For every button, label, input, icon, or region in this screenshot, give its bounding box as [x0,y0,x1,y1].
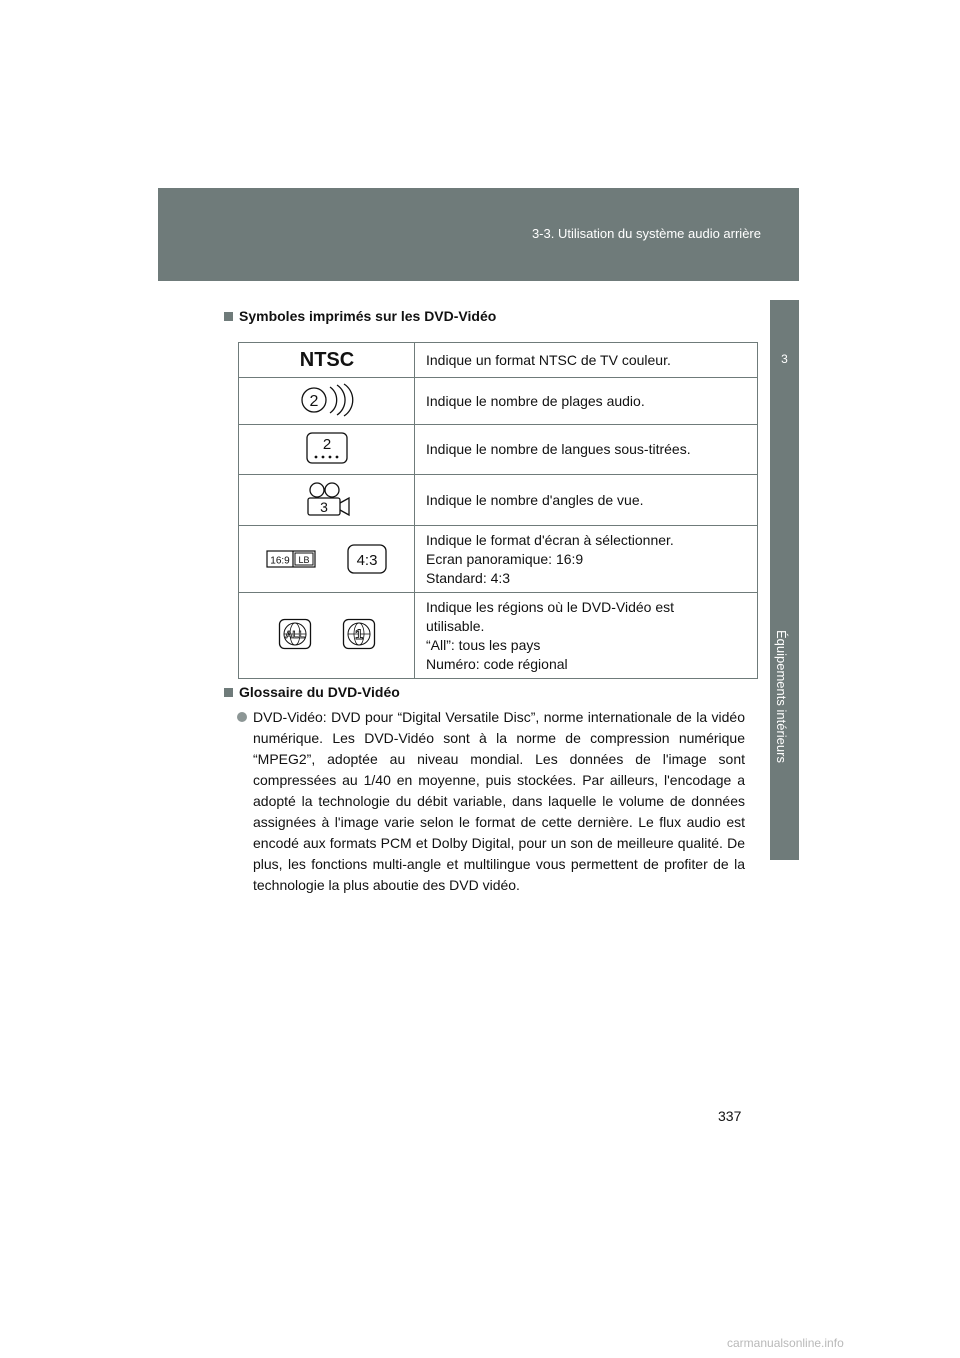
watermark: carmanualsonline.info [727,1336,844,1350]
symbols-heading-text: Symboles imprimés sur les DVD-Vidéo [239,308,497,324]
region-all-text: ALL [284,630,305,641]
ntsc-icon [292,347,362,371]
widescreen-text: 16:9 [269,555,290,567]
desc-cell [415,475,758,526]
chapter-title: Équipements intérieurs [774,630,789,763]
subtitle-icon-text: 2 [322,436,331,453]
audio-tracks-icon [299,383,355,417]
desc-line: “All”: tous les pays [426,636,541,653]
camera-angle-icon [302,481,352,517]
round-bullet-icon [237,712,247,722]
icon-cell [239,526,415,593]
icon-cell [239,425,415,475]
desc-line: Numéro: code régional [426,655,568,672]
desc-line: utilisable. [426,617,485,634]
desc-line: Indique les régions où le DVD-Vidéo est [426,598,675,615]
icon-group [278,618,376,650]
icon-group [266,543,388,575]
subtitle-icon [305,431,349,465]
letterbox-text: LB [297,555,310,565]
ntsc-icon-text: NTSC [299,348,354,371]
glossary-item [237,707,745,896]
audio-tracks-icon-text: 2 [309,392,318,410]
desc-cell [415,425,758,475]
desc-line: Standard: 4:3 [426,569,511,586]
table-row [239,475,758,526]
desc-line: Indique le format d'écran à sélectionner. [426,531,674,548]
table-row [239,378,758,425]
icon-cell [239,378,415,425]
desc-cell [415,343,758,378]
desc-line: Indique le nombre de plages audio. [426,392,645,409]
desc-cell [415,378,758,425]
icon-cell [239,343,415,378]
icon-cell [239,593,415,679]
standard-4-3-icon [346,543,388,575]
section-title: 3-3. Utilisation du système audio arrière [531,226,761,241]
square-bullet-icon [224,688,233,697]
desc-cell [415,526,758,593]
symbols-table [238,342,758,679]
desc-line: Ecran panoramique: 16:9 [426,550,584,567]
chapter-tab [770,300,799,860]
glossary-heading [224,684,400,700]
table-row [239,593,758,679]
icon-cell [239,475,415,526]
desc-line: Indique le nombre de langues sous-titrées. [426,441,691,457]
region-1-icon [342,618,376,650]
desc-line: Indique le nombre d'angles de vue. [426,491,644,508]
table-row [239,425,758,475]
table-row [239,526,758,593]
desc-line: Indique un format NTSC de TV couleur. [426,351,671,368]
table-row [239,343,758,378]
chapter-number: 3 [781,352,788,366]
glossary-text: DVD-Vidéo: DVD pour “Digital Versatile Disc”, norme internationale de la vidéo numérique. Les DVD-Vidéo sont à la norme de compression numérique “MPEG2”, adoptée au niveau mondial. Les données de l'image sont compressées au 1/40 en moyenne, puis stockées. Par ailleurs, l'encodage a adopté la technologie du débit variable, dans laquelle le volume de données assignées à l'image varie selon le format de cette dernière. Le flux audio est encodé aux formats PCM et Dolby Digital, pour un son de meilleure qualité. De plus, les fonctions multi-angle et multilingue vous permettent de profiter de la technologie la plus aboutie des DVD vidéo. [253,709,745,893]
camera-angle-icon-text: 3 [319,498,328,515]
widescreen-lb-icon [266,548,316,570]
region-1-text: 1 [354,626,363,642]
desc-cell [415,593,758,679]
square-bullet-icon [224,312,233,321]
standard-4-3-text: 4:3 [356,552,377,569]
page-number: 337 [718,1108,742,1124]
glossary-heading-text: Glossaire du DVD-Vidéo [239,684,400,700]
region-all-icon [278,618,312,650]
header-band [158,188,799,281]
symbols-heading [224,308,496,324]
